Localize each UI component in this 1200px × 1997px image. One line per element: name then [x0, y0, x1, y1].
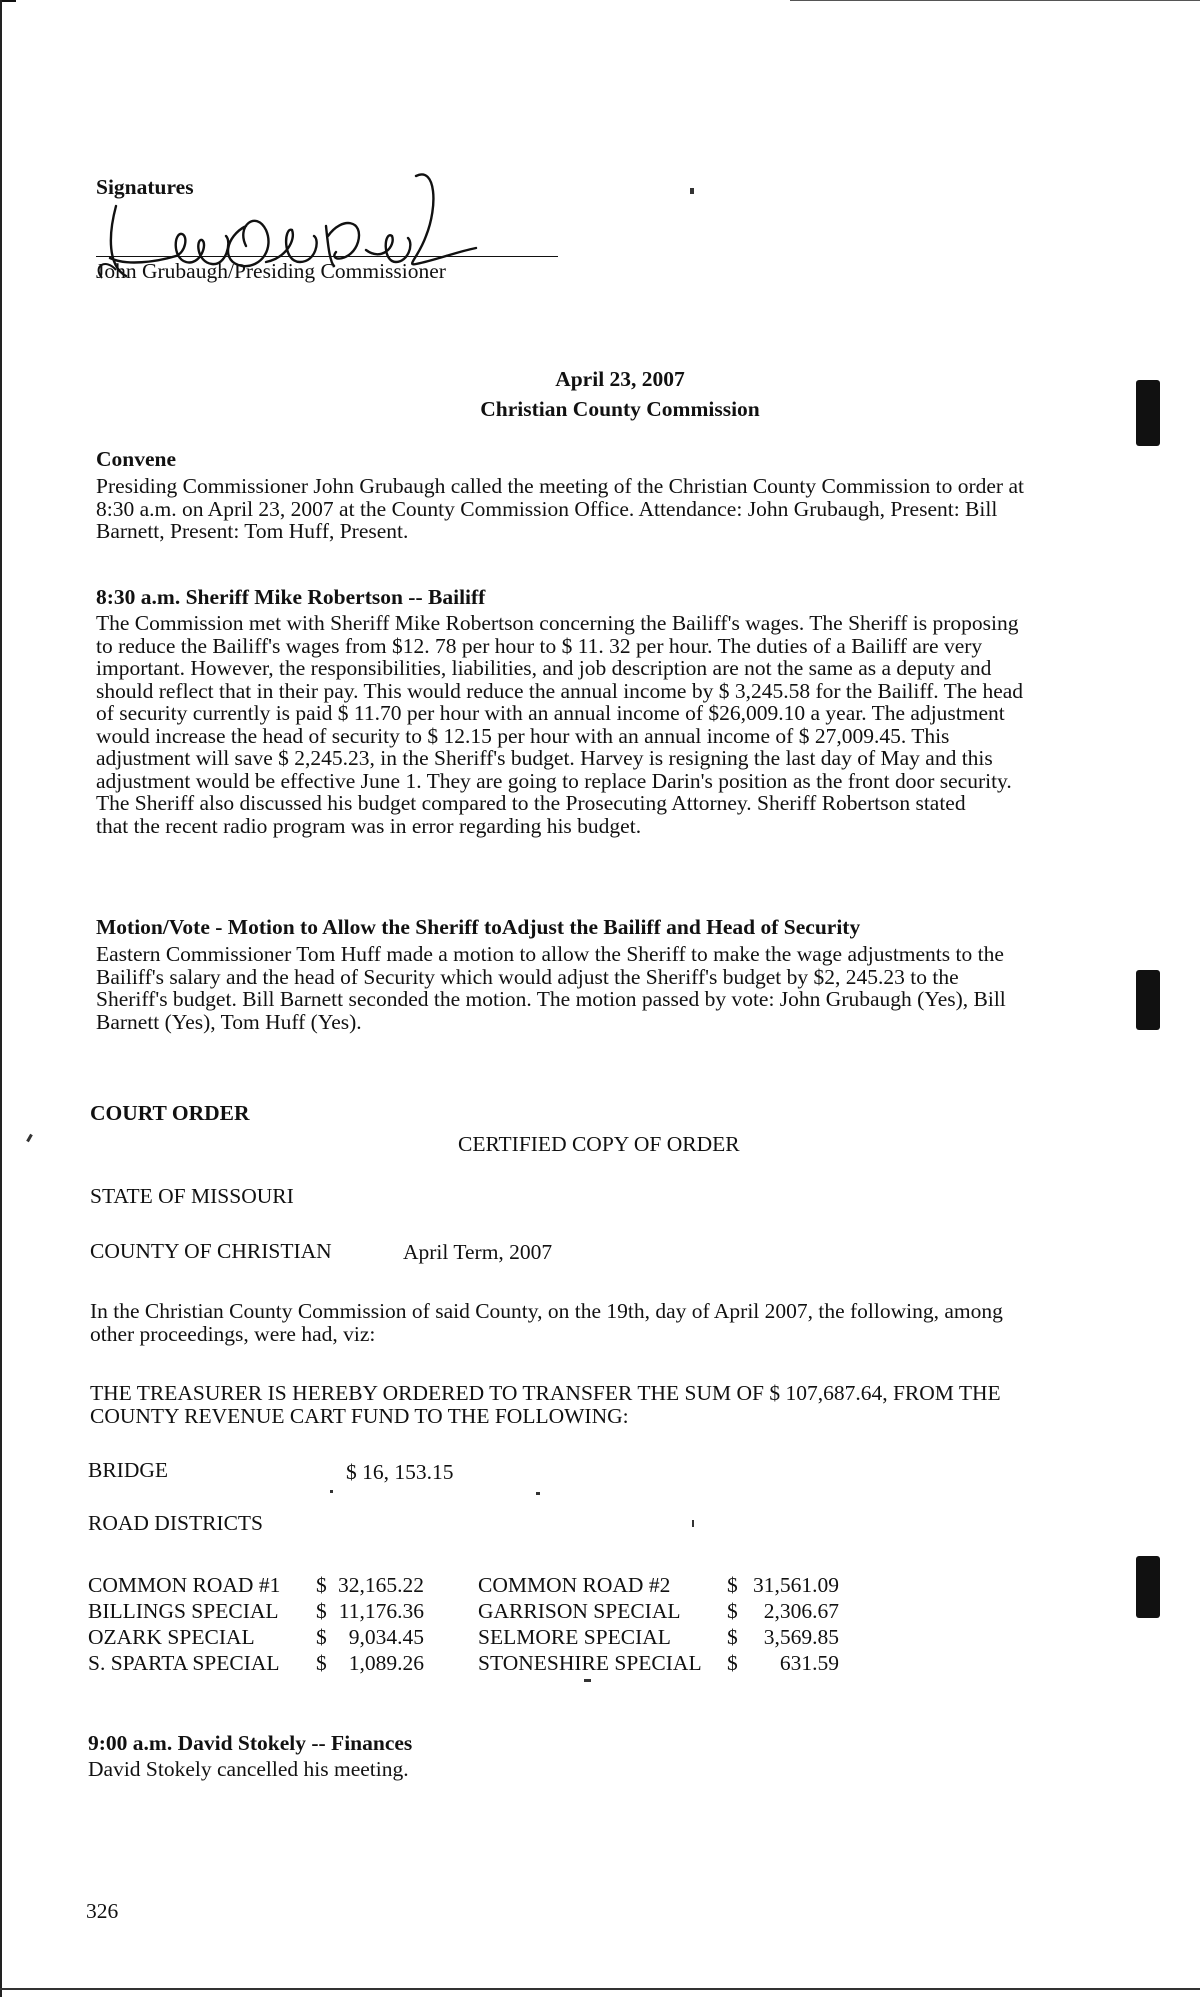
paragraph-line: The Commission met with Sheriff Mike Robertson concerning the Bailiff's wages. The Sheriff is proposing	[96, 611, 1019, 635]
table-row	[88, 1650, 839, 1676]
county-label: COUNTY OF CHRISTIAN	[90, 1239, 332, 1263]
court-order-heading: COURT ORDER	[90, 1101, 250, 1125]
convene-paragraph	[96, 475, 1024, 543]
road-districts-label: ROAD DISTRICTS	[88, 1511, 264, 1535]
paragraph-line: to reduce the Bailiff's wages from $12. 78 per hour to $ 11. 32 per hour. The duties of a Bailiff are very	[96, 633, 983, 658]
signatures-heading: Signatures	[96, 175, 194, 199]
certified-copy-title: CERTIFIED COPY OF ORDER	[458, 1132, 740, 1156]
district-amount: 32,165.22	[338, 1573, 424, 1597]
page-title: Christian County Commission	[480, 397, 760, 421]
paragraph-line: 8:30 a.m. on April 23, 2007 at the County Commission Office. Attendance: John Grubaugh, Present: Bill	[96, 496, 998, 521]
district-name: COMMON ROAD #2	[478, 1573, 671, 1597]
district-name: COMMON ROAD #1	[88, 1573, 281, 1597]
district-name: GARRISON SPECIAL	[478, 1599, 681, 1623]
district-amount: 2,306.67	[763, 1599, 839, 1623]
district-name: STONESHIRE SPECIAL	[478, 1651, 702, 1675]
signer-name: John Grubaugh/Presiding Commissioner	[96, 259, 446, 283]
paragraph-line: adjustment would be effective June 1. They are going to replace Darin's position as the front door security.	[96, 768, 1012, 793]
paragraph-line: Sheriff's budget. Bill Barnett seconded the motion. The motion passed by vote: John Grubaugh (Yes), Bill	[96, 987, 1006, 1011]
paragraph-line: Bailiff's salary and the head of Security which would adjust the Sheriff's budget by $2, 245.23 to the	[96, 964, 959, 989]
table-row	[88, 1572, 839, 1598]
scan-speck	[584, 1679, 591, 1682]
district-amount: 3,569.85	[763, 1625, 839, 1649]
handwritten-signature	[96, 166, 496, 306]
currency-sign: $	[727, 1625, 738, 1649]
motion-paragraph	[96, 943, 1006, 1033]
page-edge-left	[0, 0, 2, 1997]
term-label: April Term, 2007	[403, 1240, 553, 1264]
paragraph-line: Eastern Commissioner Tom Huff made a motion to allow the Sheriff to make the wage adjustments to the	[96, 942, 1004, 966]
binder-tab-mark	[1136, 1556, 1160, 1618]
convene-heading: Convene	[96, 447, 177, 471]
scan-speck	[26, 1134, 33, 1142]
district-name: OZARK SPECIAL	[88, 1625, 255, 1649]
currency-sign: $	[727, 1573, 738, 1597]
paragraph-line: Barnett (Yes), Tom Huff (Yes).	[96, 1009, 362, 1034]
district-amount: 631.59	[779, 1651, 839, 1675]
district-name: S. SPARTA SPECIAL	[88, 1651, 280, 1675]
road-districts-table	[88, 1572, 839, 1676]
sheriff-heading: 8:30 a.m. Sheriff Mike Robertson -- Bailiff	[96, 585, 486, 609]
proceedings-paragraph	[90, 1300, 1003, 1345]
scan-speck	[330, 1490, 333, 1493]
paragraph-line: that the recent radio program was in error regarding his budget.	[96, 813, 642, 838]
paragraph-line: In the Christian County Commission of said County, on the 19th, day of April 2007, the following, among	[90, 1299, 1003, 1323]
binder-tab-mark	[1136, 970, 1160, 1030]
district-amount: 1,089.26	[348, 1651, 424, 1675]
paragraph-line: of security currently is paid $ 11.70 per hour with an annual income of $26,009.10 a year. The adjustment	[96, 701, 1005, 725]
paragraph-line: THE TREASURER IS HEREBY ORDERED TO TRANSFER THE SUM OF $ 107,687.64, FROM THE	[90, 1381, 1001, 1405]
bridge-amount: $ 16, 153.15	[346, 1460, 454, 1484]
page-corner-mark	[0, 0, 16, 16]
paragraph-line: important. However, the responsibilities, liabilities, and job description are not the same as a deputy and	[96, 656, 992, 680]
paragraph-line: should reflect that in their pay. This would reduce the annual income by $ 3,245.58 for the Bailiff. The head	[96, 678, 1024, 703]
page-edge-bottom	[0, 1988, 1200, 1990]
currency-sign: $	[316, 1651, 327, 1675]
currency-sign: $	[316, 1599, 327, 1623]
district-name: SELMORE SPECIAL	[478, 1625, 671, 1649]
currency-sign: $	[727, 1651, 738, 1675]
currency-sign: $	[727, 1599, 738, 1623]
district-amount: 31,561.09	[753, 1573, 839, 1597]
paragraph-line: would increase the head of security to $ 12.15 per hour with an annual income of $ 27,009.45. This	[96, 723, 950, 748]
district-amount: 11,176.36	[338, 1599, 424, 1623]
paragraph-line: adjustment will save $ 2,245.23, in the Sheriff's budget. Harvey is resigning the last day of May and this	[96, 746, 993, 770]
scan-speck	[692, 1520, 694, 1527]
paragraph-line: COUNTY REVENUE CART FUND TO THE FOLLOWING:	[90, 1403, 629, 1428]
page-number: 326	[86, 1899, 119, 1923]
motion-heading: Motion/Vote - Motion to Allow the Sheriff toAdjust the Bailiff and Head of Security	[96, 915, 861, 939]
district-name: BILLINGS SPECIAL	[88, 1599, 279, 1623]
binder-tab-mark	[1136, 380, 1160, 446]
currency-sign: $	[316, 1573, 327, 1597]
paragraph-line: other proceedings, were had, viz:	[90, 1321, 376, 1346]
transfer-paragraph	[90, 1382, 1001, 1427]
paragraph-line: Presiding Commissioner John Grubaugh called the meeting of the Christian County Commission to order at	[96, 474, 1024, 498]
district-amount: 9,034.45	[348, 1625, 424, 1649]
meeting-date: April 23, 2007	[555, 367, 685, 391]
stokely-heading: 9:00 a.m. David Stokely -- Finances	[88, 1731, 413, 1755]
bridge-label: BRIDGE	[88, 1458, 169, 1482]
paragraph-line: Barnett, Present: Tom Huff, Present.	[96, 519, 409, 543]
state-label: STATE OF MISSOURI	[90, 1184, 294, 1208]
stokely-text: David Stokely cancelled his meeting.	[88, 1757, 409, 1781]
table-row	[88, 1598, 839, 1624]
table-row	[88, 1624, 839, 1650]
currency-sign: $	[316, 1625, 327, 1649]
sheriff-paragraph	[96, 612, 1023, 837]
scan-speck	[536, 1492, 540, 1495]
page-edge-top	[790, 0, 1200, 1]
paragraph-line: The Sheriff also discussed his budget compared to the Prosecuting Attorney. Sheriff Robertson stated	[96, 791, 966, 815]
scan-speck	[690, 188, 694, 194]
signature-line	[96, 256, 558, 257]
